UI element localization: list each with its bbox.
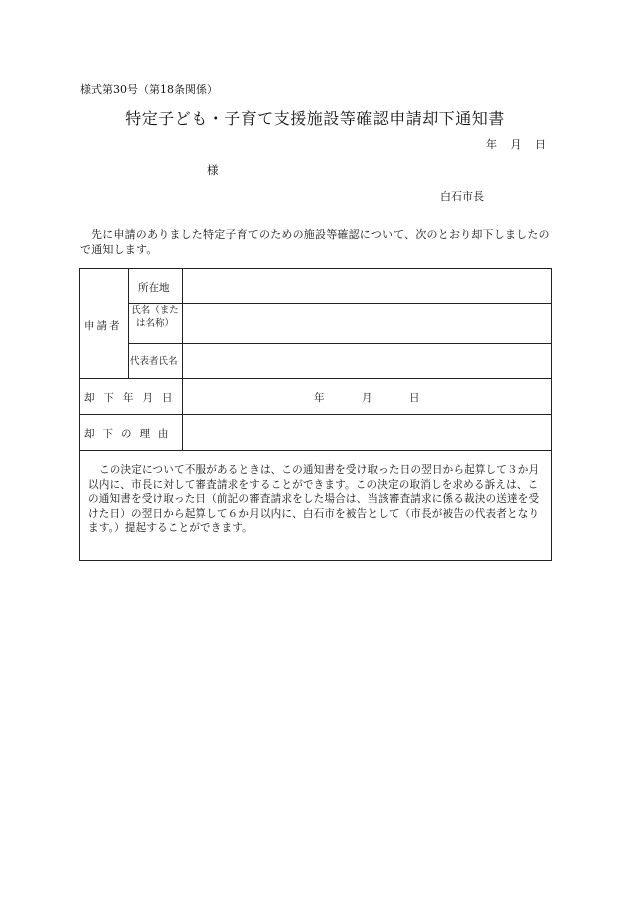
form-number: 様式第30号（第18条関係） xyxy=(80,83,218,96)
row-divider-date xyxy=(79,414,552,415)
recipient-honorific: 様 xyxy=(207,163,219,177)
applicant-label: 申請者 xyxy=(84,320,122,332)
rejection-reason-label: 却下の理由 xyxy=(84,428,177,440)
row-divider-applicant xyxy=(79,378,552,379)
row-divider-address xyxy=(128,303,552,304)
rejection-date-month: 月 xyxy=(362,392,373,404)
rejection-date-label: 却下年月日 xyxy=(84,392,182,404)
rejection-date-year: 年 xyxy=(314,392,325,404)
row-divider-name xyxy=(128,343,552,344)
table-border-top xyxy=(79,268,552,269)
issuer-name: 白石市長 xyxy=(440,190,484,203)
appeal-notice-text: この決定について不服があるときは、この通知書を受け取った日の翌日から起算して３か月以内に、市長に対して審査請求をすることができます。この決定の取消しを求める訴えは、この通知書を受け取った日（前記の審査請求をした場合は、当該審査請求に係る裁決の送達を受けた日）の翌日から起算して６か月以内に、白石市を被告として（市長が被告の代表者となります。）提起することができます。 xyxy=(88,464,540,534)
table-border-bottom xyxy=(79,560,552,561)
name-label: 氏名（または名称） xyxy=(131,305,179,329)
document-title: 特定子ども・子育て支援施設等確認申請却下通知書 xyxy=(125,109,505,128)
notice-body-text: 先に申請のありました特定子育てのための施設等確認について、次のとおり却下しましたので通知します。 xyxy=(80,228,550,256)
rejection-date-day: 日 xyxy=(409,392,420,404)
row-divider-reason xyxy=(79,450,552,451)
applicant-column-divider xyxy=(128,268,129,379)
address-label: 所在地 xyxy=(138,282,170,294)
representative-name-label: 代表者氏名 xyxy=(130,356,178,367)
label-column-divider xyxy=(182,268,183,450)
issue-date-line: 年 月 日 xyxy=(486,138,546,151)
